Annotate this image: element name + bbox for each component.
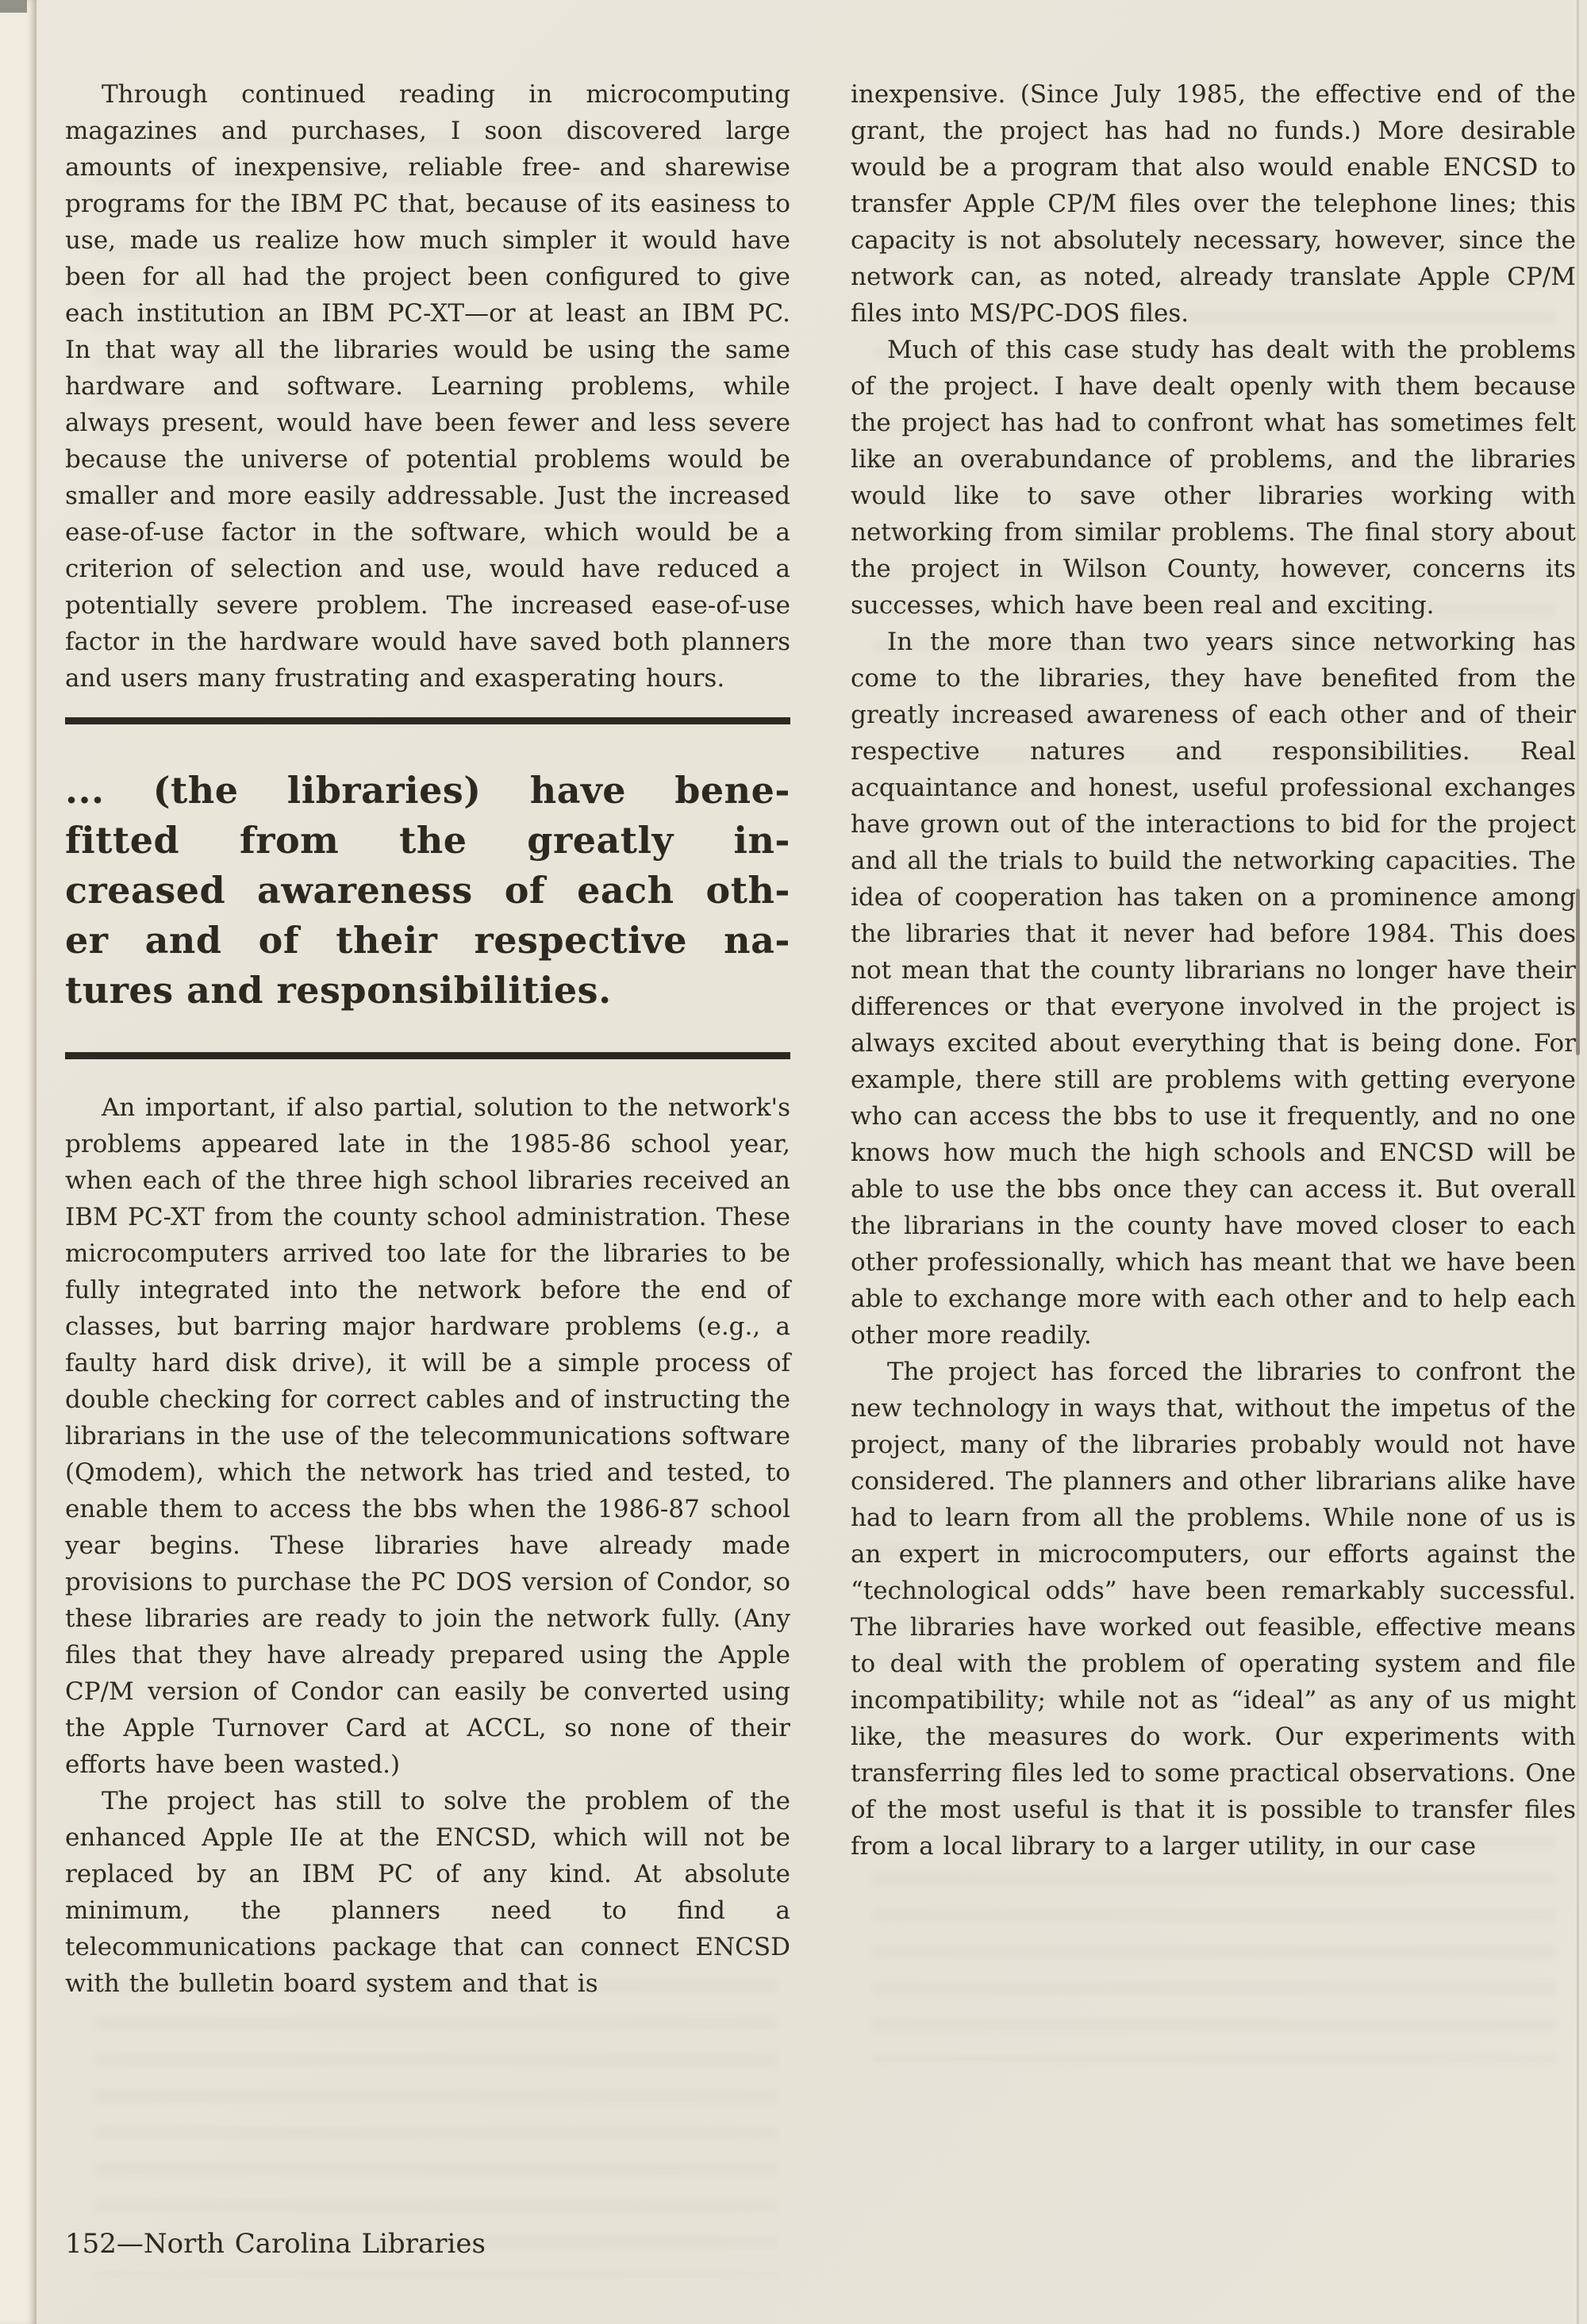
paragraph: inexpensive. (Since July 1985, the effective end of the grant, the project has had no funds.) More desirable would be a program that also would enable ENCSD to transfer Apple CP/M files over the telephone lines; this capacity is not absolutely necessary, however, since the network can, as noted, already translate Apple CP/M files into MS/PC-DOS files.: [851, 80, 1576, 328]
pull-quote: [65, 717, 790, 1059]
pull-quote-line: fitted from the greatly in-: [65, 819, 790, 862]
paragraph: Through continued reading in microcomputing magazines and purchases, I soon discovered large amounts of inexpensive, reliable free- and sharewise programs for the IBM PC that, because of its easiness to use, made us realize how much simpler it would have been for all had the project been configured to give each institution an IBM PC-XT—or at least an IBM PC. In that way all the libraries would be using the same hardware and software. Learning problems, while always present, would have been fewer and less severe because the universe of potential problems would be smaller and more easily addressable. Just the increased ease-of-use factor in the software, which would be a criterion of selection and use, would have reduced a potentially severe problem. The increased ease-of-use factor in the hardware would have saved both planners and users many frustrating and exasperating hours.: [65, 80, 790, 693]
page-number-footer: 152—North Carolina Libraries: [65, 2228, 486, 2260]
pull-quote-line: tures and responsibilities.: [65, 969, 612, 1012]
pull-quote-line: creased awareness of each oth-: [65, 869, 790, 912]
pull-quote-line: ... (the libraries) have bene-: [65, 769, 790, 812]
left-text-column: [65, 76, 790, 2002]
paragraph: Much of this case study has dealt with the problems of the project. I have dealt openly with them because the project has had to confront what has sometimes felt like an overabundance of problems, and the libraries would like to save other libraries working with networking from similar problems. The final story about the project in Wilson County, however, concerns its successes, which have been real and exciting.: [851, 336, 1576, 620]
paragraph: The project has still to solve the problem of the enhanced Apple IIe at the ENCSD, which will not be replaced by an IBM PC of any kind. At absolute minimum, the planners need to find a telecommunications package that can connect ENCSD with the bulletin board system and that is: [65, 1787, 790, 1998]
page-edge-right: [1577, 0, 1579, 2324]
scan-corner-artifact: [0, 0, 27, 13]
paragraph: In the more than two years since networking has come to the libraries, they have benefited from the greatly increased awareness of each other and of their respective natures and responsibilities. Real acquaintance and honest, useful professional exchanges have grown out of the interactions to bid for the project and all the trials to build the networking capacities. The idea of cooperation has taken on a prominence among the libraries that it never had before 1984. This does not mean that the county librarians no longer have their differences or that everyone involved in the project is always excited about everything that is being done. For example, there still are problems with getting everyone who can access the bbs to use it frequently, and no one knows how much the high schools and ENCSD will be able to use the bbs once they can access it. But overall the librarians in the county have moved closer to each other professionally, which has meant that we have been able to exchange more with each other and to help each other more readily.: [851, 628, 1576, 1350]
page-edge-left: [0, 0, 37, 2324]
paragraph: An important, if also partial, solution to the network's problems appeared late in the 1985-86 school year, when each of the three high school libraries received an IBM PC-XT from the county school administration. These microcomputers arrived too late for the libraries to be fully integrated into the network before the end of classes, but barring major hardware problems (e.g., a faulty hard disk drive), it will be a simple process of double checking for correct cables and of instructing the librarians in the use of the telecommunications software (Qmodem), which the network has tried and tested, to enable them to access the bbs when the 1986-87 school year begins. These libraries have already made provisions to purchase the PC DOS version of Condor, so these libraries are ready to join the network fully. (Any files that they have already prepared using the Apple CP/M version of Condor can easily be converted using the Apple Turnover Card at ACCL, so none of their efforts have been wasted.): [65, 1093, 790, 1779]
right-text-column: [851, 76, 1576, 1865]
scan-edge-artifact: [1576, 889, 1580, 1055]
paragraph: The project has forced the libraries to confront the new technology in ways that, without the impetus of the project, many of the libraries probably would not have considered. The planners and other librarians alike have had to learn from all the problems. While none of us is an expert in microcomputers, our efforts against the “technological odds” have been remarkably successful. The libraries have worked out feasible, effective means to deal with the problem of operating system and file incompatibility; while not as “ideal” as any of us might like, the measures do work. Our experiments with transferring files led to some practical observations. One of the most useful is that it is possible to transfer files from a local library to a larger utility, in our case: [851, 1358, 1576, 1861]
pull-quote-line: er and of their respective na-: [65, 919, 790, 962]
